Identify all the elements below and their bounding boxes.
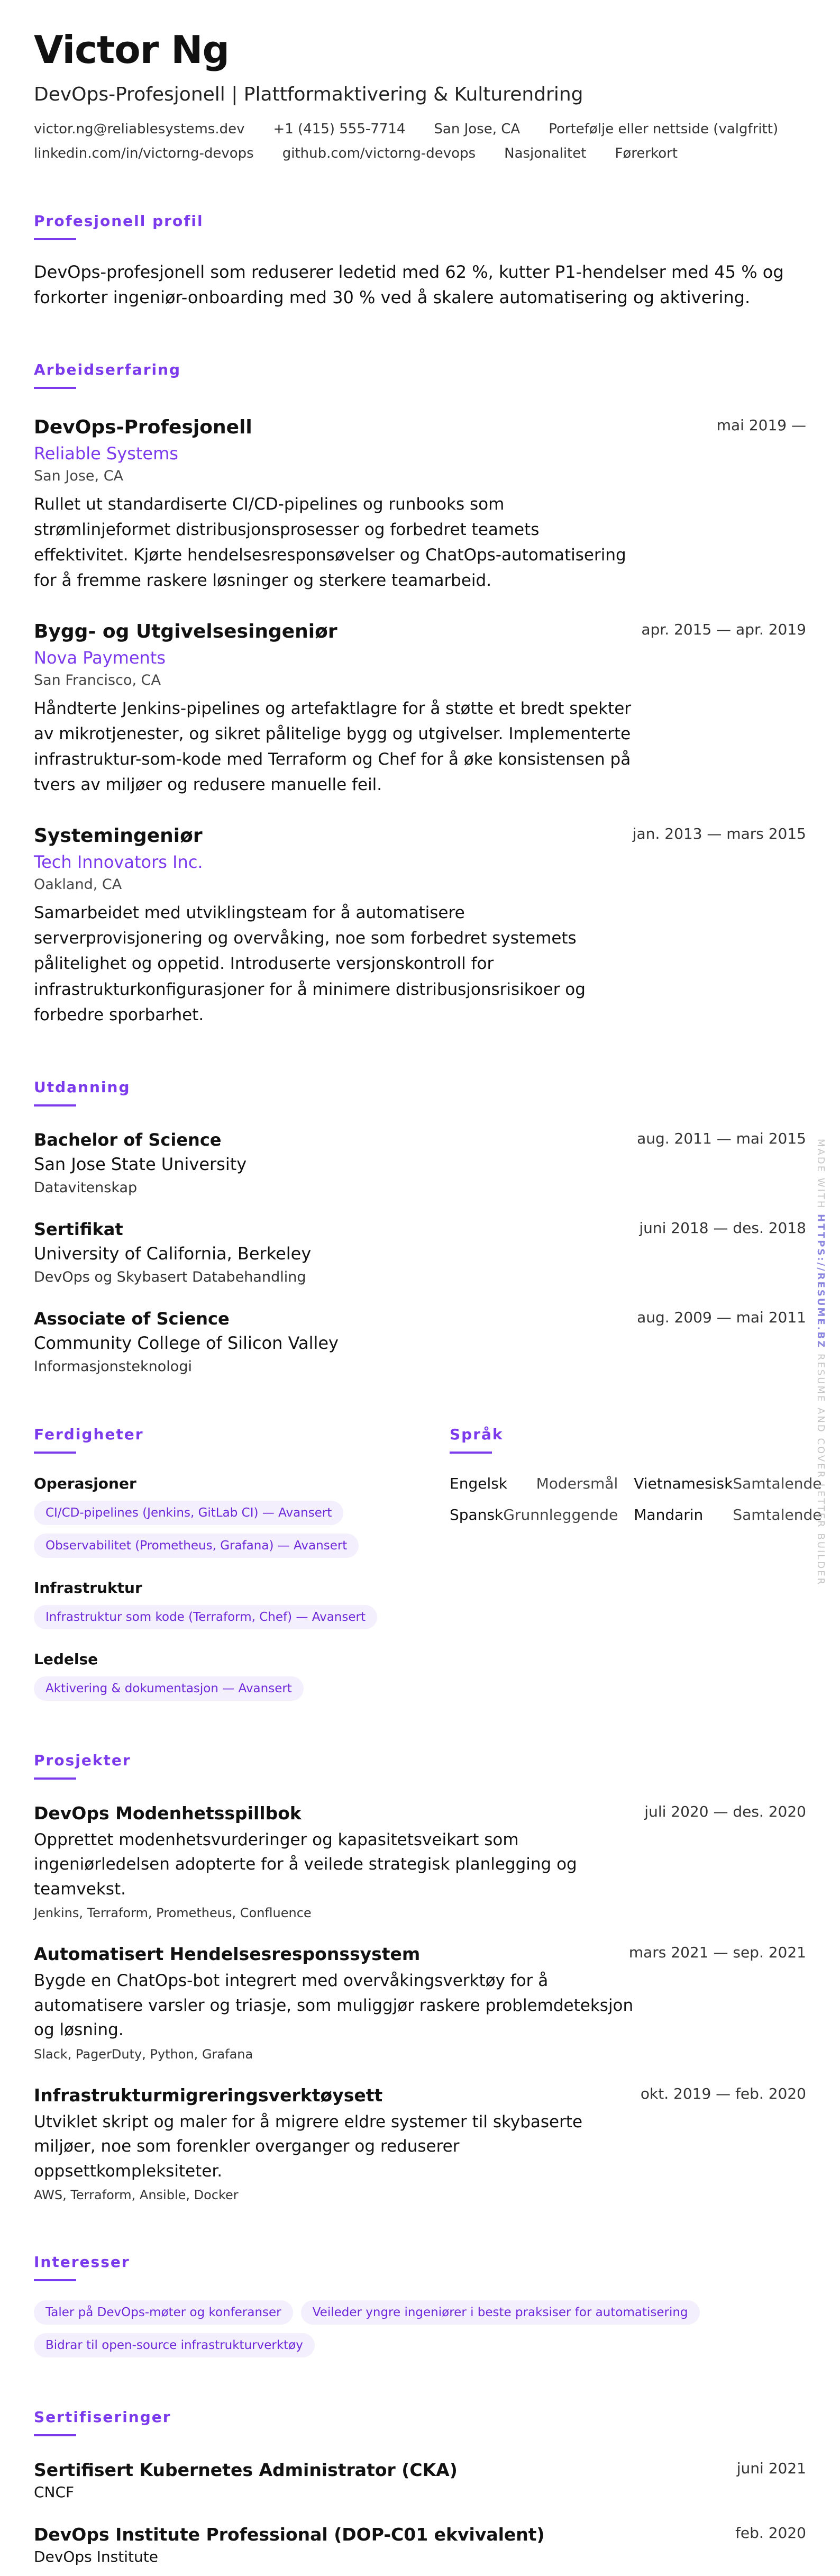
job-description: Håndterte Jenkins-pipelines og artefaktlagre for å støtte et bredt spekter av mikrotjenester, og sikret pålitelige bygg og utgivelser. Implementerte infrastruktur-som-kode med Terraform og Chef for å øke konsistensen på tvers av miljøer og redusere manuelle feil.: [34, 699, 632, 795]
skills-languages-row: [34, 1425, 822, 1701]
project-title: Infrastrukturmigreringsverktøysett: [34, 2084, 383, 2106]
job-location: San Francisco, CA: [34, 672, 161, 689]
language-level: Grunnleggende: [503, 1505, 618, 1523]
interests-section: [34, 2253, 806, 2357]
skill-group: [34, 1475, 390, 1558]
job-company: Reliable Systems: [34, 443, 178, 464]
certifications-section: [34, 2408, 806, 2565]
section-title: Ferdigheter: [34, 1425, 144, 1443]
profile-summary: DevOps-profesjonell som reduserer ledetid med 62 %, kutter P1-hendelser med 45 % og forkorter ingeniør-onboarding med 30 % ved å skalere automatisering og aktivering.: [34, 262, 784, 307]
skill-chip: Observabilitet (Prometheus, Grafana) — Avansert: [34, 1534, 359, 1558]
section-title: Arbeidserfaring: [34, 361, 181, 378]
certification-issuer: DevOps Institute: [34, 2548, 158, 2566]
section-title: Interesser: [34, 2253, 130, 2271]
language-name: Spansk: [450, 1505, 504, 1523]
contact-linkedin[interactable]: linkedin.com/in/victorng-devops: [34, 146, 254, 161]
language-item: [450, 1475, 618, 1492]
education-field: Datavitenskap: [34, 1179, 138, 1196]
project-title: DevOps Modenhetsspillbok: [34, 1802, 302, 1824]
section-divider: [34, 1452, 76, 1454]
job-description: Rullet ut standardiserte CI/CD-pipelines og runbooks som strømlinjeformet distribusjonsprosesser og forbedret teamets effektivitet. Kjørte hendelsesresponsøvelser og ChatOps-automatisering for å fremme raskere løsninger og sterkere teamarbeid.: [34, 495, 626, 591]
education-degree: Associate of Science: [34, 1308, 230, 1329]
contact-github[interactable]: github.com/victorng-devops: [282, 146, 476, 161]
certification-entry: [34, 2460, 806, 2501]
section-divider: [34, 387, 76, 389]
section-divider: [34, 1104, 76, 1106]
project-date: juli 2020 — des. 2020: [644, 1802, 806, 1820]
skill-chip: Infrastruktur som kode (Terraform, Chef) — Avansert: [34, 1605, 377, 1629]
projects-section: [34, 1752, 806, 2203]
job-date: jan. 2013 — mars 2015: [632, 825, 806, 843]
project-description: Opprettet modenhetsvurderinger og kapasitetsveikart som ingeniørledelsen adopterte for å veilede strategisk planlegging og teamvekst.: [34, 1830, 577, 1899]
education-entry: [34, 1309, 806, 1375]
profile-section: [34, 212, 806, 310]
skill-group-name: Infrastruktur: [34, 1579, 142, 1597]
project-description: Utviklet skript og maler for å migrere eldre systemer til skybaserte miljøer, noe som forenkler overganger og reduserer oppsettkompleksiteter.: [34, 2112, 583, 2181]
education-date: aug. 2009 — mai 2011: [637, 1308, 806, 1326]
skills-section: [34, 1426, 390, 1701]
education-section: [34, 1078, 806, 1375]
education-entry: [34, 1219, 806, 1285]
section-title: Utdanning: [34, 1078, 131, 1096]
language-name: Engelsk: [450, 1474, 508, 1492]
job-title: DevOps-Profesjonell: [34, 416, 252, 438]
certification-entry: [34, 2524, 806, 2565]
certification-title: Sertifisert Kubernetes Administrator (CKA): [34, 2460, 458, 2481]
job-title: Systemingeniør: [34, 825, 203, 847]
contact-location: San Jose, CA: [434, 121, 521, 137]
education-degree: Sertifikat: [34, 1219, 123, 1239]
section-divider: [34, 2279, 76, 2281]
section-divider: [34, 2434, 76, 2436]
skill-group-name: Operasjoner: [34, 1474, 136, 1492]
watermark-prefix: MADE WITH: [815, 1139, 826, 1210]
job-date: mai 2019 —: [716, 416, 806, 434]
contact-portfolio[interactable]: Portefølje eller nettside (valgfritt): [549, 121, 779, 137]
interest-chip: Veileder yngre ingeniører i beste praksiser for automatisering: [301, 2300, 700, 2325]
education-school: San Jose State University: [34, 1154, 247, 1174]
job-entry: [34, 825, 806, 1027]
candidate-name: Victor Ng: [34, 28, 230, 72]
project-tech: Slack, PagerDuty, Python, Grafana: [34, 2046, 253, 2062]
language-list: [450, 1474, 822, 1523]
skill-chip: Aktivering & dokumentasjon — Avansert: [34, 1676, 304, 1701]
section-title: Prosjekter: [34, 1751, 131, 1769]
education-school: University of California, Berkeley: [34, 1243, 312, 1264]
contact-list: [34, 121, 806, 161]
builder-watermark: [815, 1139, 826, 1586]
language-level: Modersmål: [536, 1474, 618, 1492]
contact-nationality: Nasjonalitet: [504, 146, 587, 161]
language-name: Vietnamesisk: [634, 1474, 733, 1492]
project-entry: [34, 1803, 806, 1921]
project-entry: [34, 2085, 806, 2203]
education-entry: [34, 1130, 806, 1196]
language-level: Samtalende: [733, 1505, 822, 1523]
job-description: Samarbeidet med utviklingsteam for å automatisere serverprovisjonering og overvåking, noe som forbedret systemets pålitelighet og oppetid. Introduserte versjonskontroll for infrastrukturkonfigurasjoner for å minimere distribusjonsrisikoer og forbedre sporbarhet.: [34, 903, 586, 1024]
watermark-suffix: RESUME AND COVER LETTER BUILDER: [815, 1354, 826, 1586]
skill-group: [34, 1579, 390, 1629]
job-company: Nova Payments: [34, 648, 166, 668]
language-item: [634, 1475, 821, 1492]
section-title: Språk: [450, 1425, 504, 1443]
section-divider: [450, 1452, 492, 1454]
contact-phone[interactable]: +1 (415) 555-7714: [273, 121, 406, 137]
certification-date: juni 2021: [736, 2460, 806, 2478]
section-divider: [34, 1777, 76, 1780]
project-date: okt. 2019 — feb. 2020: [640, 2084, 806, 2102]
experience-section: [34, 361, 806, 1028]
certification-title: DevOps Institute Professional (DOP-C01 ekvivalent): [34, 2524, 545, 2545]
interest-chip: Taler på DevOps-møter og konferanser: [34, 2300, 293, 2325]
job-date: apr. 2015 — apr. 2019: [641, 621, 806, 639]
skill-group: [34, 1650, 390, 1701]
candidate-headline: DevOps-Profesjonell | Plattformaktivering & Kulturendring: [34, 84, 583, 105]
resume-header: [34, 28, 806, 161]
contact-license: Førerkort: [615, 146, 678, 161]
section-divider: [34, 238, 76, 240]
certification-issuer: CNCF: [34, 2483, 75, 2501]
project-tech: Jenkins, Terraform, Prometheus, Confluence: [34, 1906, 312, 1921]
language-item: [450, 1506, 618, 1523]
education-field: Informasjonsteknologi: [34, 1358, 192, 1375]
job-entry: [34, 416, 806, 593]
language-item: [634, 1506, 821, 1523]
project-date: mars 2021 — sep. 2021: [628, 1944, 806, 1962]
contact-email[interactable]: victor.ng@reliablesystems.dev: [34, 121, 245, 137]
job-company: Tech Innovators Inc.: [34, 852, 203, 873]
education-date: juni 2018 — des. 2018: [639, 1219, 806, 1237]
project-tech: AWS, Terraform, Ansible, Docker: [34, 2188, 239, 2203]
section-title: Sertifiseringer: [34, 2408, 171, 2426]
project-title: Automatisert Hendelsesresponssystem: [34, 1944, 421, 1965]
education-degree: Bachelor of Science: [34, 1129, 222, 1150]
education-school: Community College of Silicon Valley: [34, 1332, 339, 1353]
skill-chip: CI/CD-pipelines (Jenkins, GitLab CI) — Avansert: [34, 1501, 343, 1525]
language-level: Samtalende: [733, 1474, 822, 1492]
interest-chip: Bidrar til open-source infrastrukturverktøy: [34, 2333, 315, 2357]
project-description: Bygde en ChatOps-bot integrert med overvåkingsverktøy for å automatisere varsler og triasje, som muliggjør raskere problemdeteksjon og løsning.: [34, 1971, 634, 2040]
language-name: Mandarin: [634, 1505, 704, 1523]
education-field: DevOps og Skybasert Databehandling: [34, 1268, 306, 1285]
job-entry: [34, 621, 806, 797]
project-entry: [34, 1944, 806, 2062]
job-location: San Jose, CA: [34, 468, 124, 484]
section-title: Profesjonell profil: [34, 212, 204, 230]
job-location: Oakland, CA: [34, 876, 122, 893]
languages-section: [450, 1425, 822, 1701]
certification-date: feb. 2020: [735, 2524, 806, 2542]
job-title: Bygg- og Utgivelsesingeniør: [34, 621, 337, 643]
skill-group-name: Ledelse: [34, 1650, 98, 1668]
interest-list: [34, 2292, 806, 2357]
watermark-link[interactable]: HTTPS://RESUME.BZ: [815, 1214, 826, 1349]
education-date: aug. 2011 — mai 2015: [637, 1129, 806, 1147]
